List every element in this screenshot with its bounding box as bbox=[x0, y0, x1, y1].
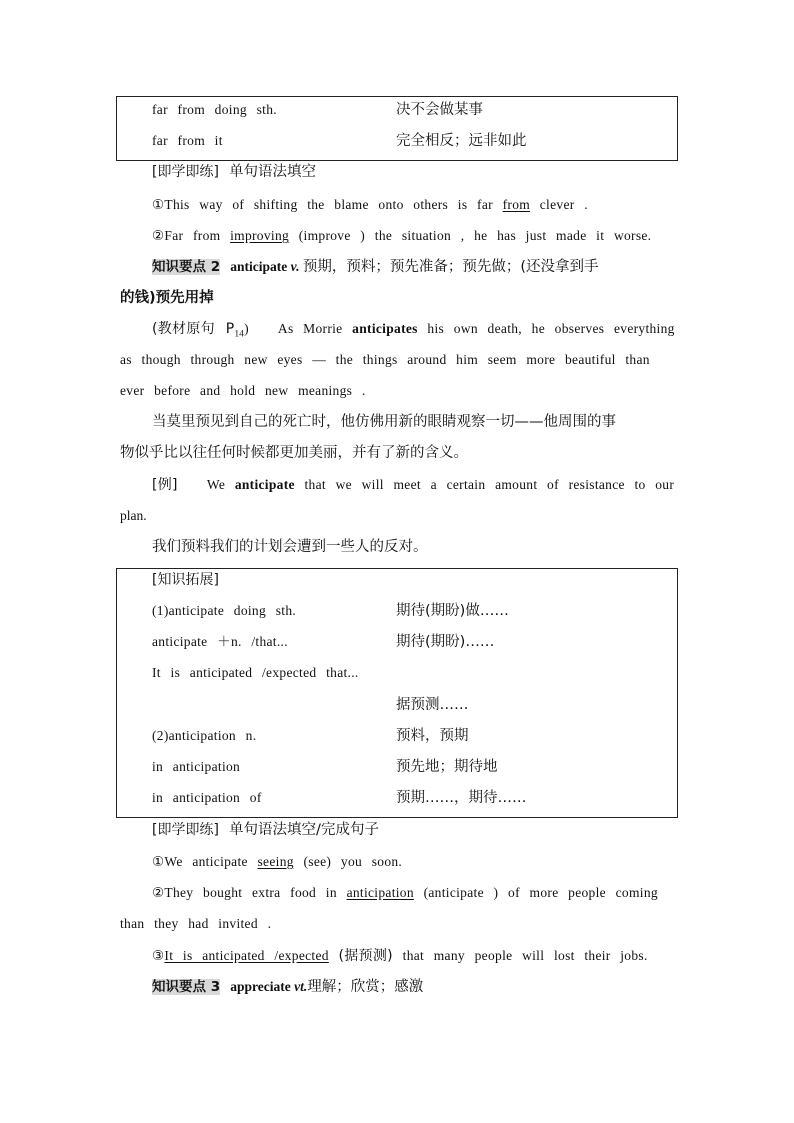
point-meaning: 预期，预料；预先准备；预先做；(还没拿到手 bbox=[302, 259, 599, 275]
point-label: 知识要点 3 bbox=[152, 979, 221, 995]
exercise-text: They bought extra food in bbox=[164, 885, 337, 900]
example-text: We bbox=[206, 477, 226, 492]
point-word: anticipate bbox=[230, 259, 288, 274]
exercise-line bbox=[152, 227, 651, 245]
example-text: that we will meet a certain amount of resistance to our bbox=[304, 477, 675, 492]
sentence-text: as though through new eyes — the things around him seem more beautiful than bbox=[120, 352, 650, 367]
hint: (see) bbox=[303, 854, 332, 869]
example-translation: 我们预料我们的计划会遭到一些人的反对。 bbox=[152, 539, 428, 555]
phrase-en: anticipate ＋n. /that... bbox=[152, 634, 288, 649]
phrase-en: in anticipation bbox=[152, 759, 241, 774]
knowledge-point-heading bbox=[152, 258, 599, 276]
answer-blank: improving bbox=[230, 228, 290, 243]
phrase-en: far from doing sth. bbox=[152, 102, 277, 117]
box-title: [知识拓展] bbox=[152, 572, 219, 588]
source-label: (教材原句 P bbox=[152, 321, 235, 337]
exercise-number: ③ bbox=[152, 948, 165, 963]
point-word: appreciate bbox=[230, 979, 291, 994]
hint: (improve ) bbox=[298, 228, 366, 243]
exercise-text: the situation , he has just made it worse. bbox=[374, 228, 652, 243]
phrase-en: far from it bbox=[152, 133, 223, 148]
phrase-en: (2)anticipation n. bbox=[152, 728, 257, 743]
source-page: 14 bbox=[234, 328, 245, 339]
translation: 物似乎比以往任何时候都更加美丽，并有了新的含义。 bbox=[120, 445, 468, 461]
sentence-text: his own death, he observes everything bbox=[427, 321, 675, 336]
exercise-line bbox=[152, 947, 648, 965]
source-close: ) bbox=[244, 321, 249, 336]
practice-heading bbox=[152, 163, 316, 181]
phrase-zh: 期待(期盼)…… bbox=[396, 634, 495, 650]
exercise-line bbox=[152, 853, 402, 871]
exercise-text: clever . bbox=[539, 197, 588, 212]
example-keyword: anticipate bbox=[234, 477, 295, 492]
point-label: 知识要点 2 bbox=[152, 259, 221, 275]
answer-blank: seeing bbox=[257, 854, 294, 869]
phrase-zh: 据预测…… bbox=[396, 697, 469, 713]
phrase-box-far-from bbox=[116, 96, 678, 161]
hint: (据预测) bbox=[338, 948, 393, 964]
exercise-number: ② bbox=[152, 885, 165, 900]
phrase-zh: 预料，预期 bbox=[396, 728, 469, 744]
point-pos: vt. bbox=[294, 979, 308, 994]
practice-label: [即学即练] bbox=[152, 164, 219, 180]
exercise-text: We anticipate bbox=[164, 854, 248, 869]
knowledge-extension-box bbox=[116, 568, 678, 818]
exercise-number: ② bbox=[152, 228, 165, 243]
phrase-zh: 期待(期盼)做…… bbox=[396, 603, 509, 619]
practice-title: 单句语法填空 bbox=[229, 164, 317, 180]
point-meaning: 理解；欣赏；感激 bbox=[307, 979, 424, 995]
practice-heading bbox=[152, 821, 379, 839]
phrase-zh: 预先地；期待地 bbox=[396, 759, 498, 775]
exercise-line bbox=[152, 884, 658, 902]
answer-blank: anticipation bbox=[346, 885, 414, 900]
exercise-number: ① bbox=[152, 197, 165, 212]
example-text: plan. bbox=[120, 508, 147, 523]
phrase-zh: 完全相反；远非如此 bbox=[396, 133, 527, 149]
exercise-text: of more people coming bbox=[508, 885, 658, 900]
exercise-line bbox=[152, 196, 588, 214]
exercise-text: that many people will lost their jobs. bbox=[402, 948, 648, 963]
sentence-keyword: anticipates bbox=[352, 321, 418, 336]
point-pos: v. bbox=[290, 259, 300, 274]
source-sentence bbox=[152, 320, 675, 343]
answer-blank: from bbox=[502, 197, 531, 212]
practice-title: 单句语法填空/完成句子 bbox=[229, 822, 379, 838]
exercise-text: This way of shifting the blame onto others is far bbox=[164, 197, 493, 212]
example-label: [例] bbox=[152, 477, 178, 493]
exercise-text: you soon. bbox=[340, 854, 403, 869]
example-sentence bbox=[152, 476, 674, 494]
phrase-en: It is anticipated /expected that... bbox=[152, 665, 359, 680]
knowledge-point-heading bbox=[152, 978, 423, 996]
point-meaning-cont: 的钱)预先用掉 bbox=[120, 290, 214, 306]
practice-label: [即学即练] bbox=[152, 822, 219, 838]
exercise-text: Far from bbox=[164, 228, 221, 243]
exercise-number: ① bbox=[152, 854, 165, 869]
phrase-en: in anticipation of bbox=[152, 790, 262, 805]
exercise-text: than they had invited . bbox=[120, 916, 272, 931]
phrase-en: (1)anticipate doing sth. bbox=[152, 603, 297, 618]
answer-blank: It is anticipated /expected bbox=[164, 948, 329, 963]
sentence-text: As Morrie bbox=[277, 321, 343, 336]
phrase-zh: 决不会做某事 bbox=[396, 102, 483, 118]
phrase-zh: 预期……，期待…… bbox=[396, 790, 527, 806]
hint: (anticipate ) bbox=[423, 885, 499, 900]
sentence-text: ever before and hold new meanings . bbox=[120, 383, 366, 398]
translation: 当莫里预见到自己的死亡时，他仿佛用新的眼睛观察一切——他周围的事 bbox=[152, 414, 616, 430]
